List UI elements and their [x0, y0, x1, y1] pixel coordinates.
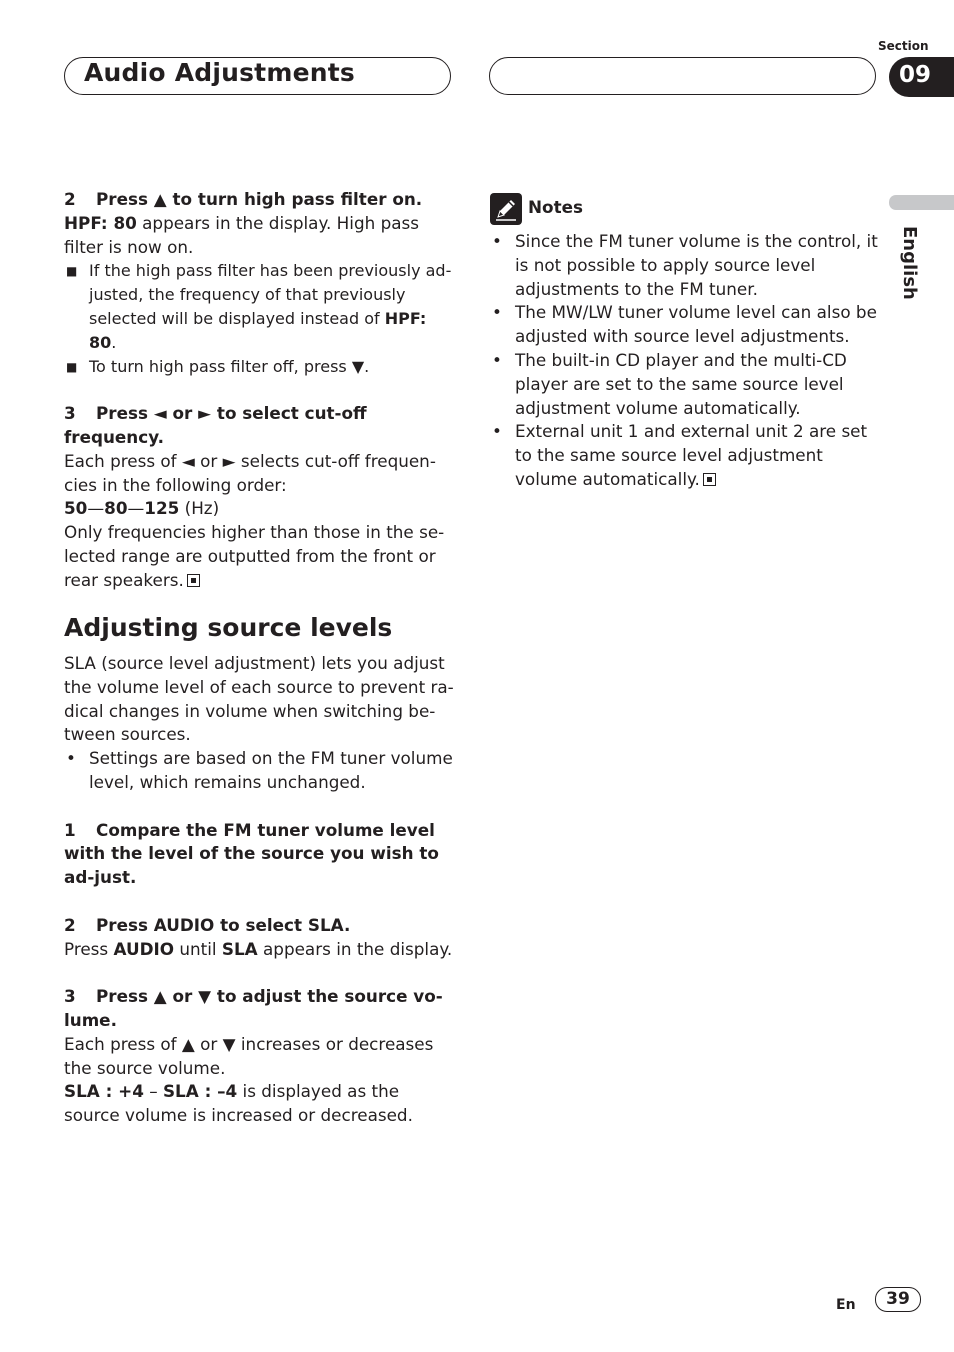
bullet-icon: • — [66, 748, 76, 769]
list-item: • External unit 1 and external unit 2 are set to the same source level adjustment volume automatically. — [492, 421, 868, 489]
step-heading: 2 Press ▲ to turn high pass filter on. — [64, 189, 423, 209]
language-label: English — [899, 226, 920, 300]
step-body: HPF: 80 appears in the display. High pass filter is now on. — [64, 212, 419, 257]
end-mark-icon — [187, 574, 200, 587]
list-item: • The built-in CD player and the multi-CD player are set to the same source level adjustment volume automatically. — [492, 349, 847, 418]
header-blank-frame — [489, 57, 876, 95]
list-item: • Since the FM tuner volume is the control, it is not possible to apply source level adjustments to the FM tuner. — [492, 231, 878, 299]
step-body: Each press of ▲ or ▼ increases or decreases the source volume. — [64, 1033, 434, 1078]
list-item: • The MW/LW tuner volume level can also be adjusted with source level adjustments. — [492, 302, 877, 347]
section-intro: SLA (source level adjustment) lets you adjust the volume level of each source to prevent ra-dical changes in volume when switching be-tween sources. — [64, 653, 454, 745]
bullet-icon: • — [492, 421, 502, 442]
left-column — [64, 188, 454, 593]
end-mark-icon — [703, 473, 716, 486]
square-bullet-icon: ■ — [66, 359, 78, 374]
step-body: Each press of ◄ or ► selects cut-off frequen-cies in the following order: — [64, 450, 436, 495]
square-bullet-icon: ■ — [66, 264, 78, 279]
step-body: Press AUDIO until SLA appears in the display. — [64, 938, 453, 959]
section-number: 09 — [899, 62, 932, 88]
step-heading: 1 Compare the FM tuner volume level with the level of the source you wish to ad-just. — [64, 819, 439, 888]
section-label: Section — [878, 39, 929, 53]
step-heading: 3 Press ◄ or ► to select cut-off frequency. — [64, 403, 367, 447]
step-heading: 3 Press ▲ or ▼ to adjust the source vo-lume. — [64, 986, 443, 1030]
notes-list — [490, 230, 880, 492]
bullet-icon: • — [492, 349, 502, 370]
language-code: En — [836, 1297, 856, 1313]
section-heading: Adjusting source levels — [64, 613, 393, 642]
sla-section — [64, 613, 454, 1128]
bullet-icon: • — [492, 302, 502, 323]
page-title: Audio Adjustments — [84, 58, 355, 87]
step-body: SLA : +4 – SLA : –4 is displayed as the source volume is increased or decreased. — [64, 1081, 413, 1126]
bullet-icon: • — [492, 231, 502, 251]
frequency-order: 50—80—125 (Hz) — [64, 498, 220, 519]
page-number: 39 — [875, 1287, 921, 1312]
notes-title: Notes — [528, 197, 583, 217]
list-item: ■ To turn high pass filter off, press ▼. — [64, 355, 454, 379]
step-body: Only frequencies higher than those in the se-lected range are outputted from the front or rear speakers. — [64, 522, 445, 590]
pencil-icon — [490, 193, 522, 225]
list-item: ■ If the high pass filter has been previously ad-justed, the frequency of that previously selected will be displayed instead of HPF: 80. — [66, 261, 452, 352]
step-heading: 2 Press AUDIO to select SLA. — [64, 914, 351, 935]
list-item: • Settings are based on the FM tuner volume level, which remains unchanged. — [66, 748, 453, 792]
section-tab — [889, 57, 954, 97]
language-tab-marker — [889, 195, 954, 210]
